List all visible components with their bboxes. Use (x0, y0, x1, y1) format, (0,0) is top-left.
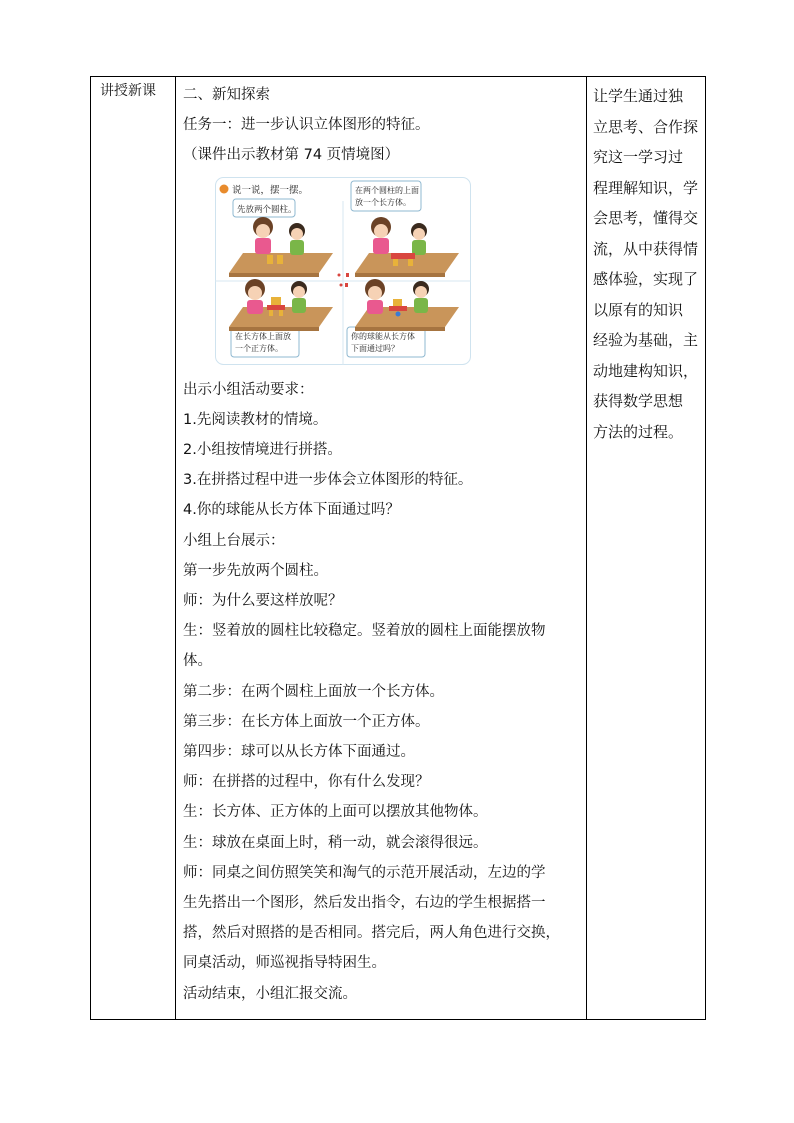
text-line: 搭，然后对照搭的是否相同。搭完后，两人角色进行交换， (183, 925, 560, 942)
intent-line: 程理解知识，学 (593, 178, 699, 197)
text-line: 小组上台展示： (183, 532, 285, 549)
courseware-note: （课件出示教材第 74 页情境图） (183, 147, 400, 164)
text-line: 师：为什么要这样放呢？ (183, 593, 343, 610)
intent-line: 方法的过程。 (593, 422, 684, 441)
intent-line: 究这一学习过 (593, 148, 684, 166)
figure-bubble-2-line: 在两个圆柱的上面 (355, 185, 419, 195)
lesson-plan-table (90, 76, 706, 1020)
figure-bubble-2-line: 放一个长方体。 (355, 197, 411, 207)
text-line: 第二步：在两个圆柱上面放一个长方体。 (183, 683, 444, 700)
text-line: 生先搭出一个图形，然后发出指令，右边的学生根据搭一 (183, 895, 546, 912)
content-cell (176, 77, 587, 1020)
section-heading: 二、新知探索 (183, 87, 270, 103)
intent-line: 经验为基础，主 (593, 331, 699, 349)
text-line: 师：同桌之间仿照笑笑和淘气的示范开展活动，左边的学 (183, 864, 546, 881)
text-line: 生：长方体、正方体的上面可以摆放其他物体。 (183, 804, 488, 821)
figure-bubble-4-line: 下面通过吗？ (351, 343, 399, 353)
text-line: 4.你的球能从长方体下面通过吗？ (183, 502, 400, 519)
intent-line: 让学生通过独 (593, 87, 684, 105)
design-intent-body (587, 77, 705, 447)
intent-line: 流，从中获得情 (593, 239, 699, 258)
figure-bubble-3-line: 在长方体上面放 (235, 331, 291, 341)
table-row (91, 77, 706, 1020)
text-line: 活动结束，小组汇报交流。 (183, 985, 357, 1002)
text-line: 生：竖着放的圆柱比较稳定。竖着放的圆柱上面能摆放物 (183, 623, 546, 640)
text-line: 3.在拼搭过程中进一步体会立体图形的特征。 (183, 472, 473, 489)
intent-line: 会思考，懂得交 (593, 209, 699, 227)
content-body (176, 77, 586, 1019)
task-line: 任务一：进一步认识立体图形的特征。 (183, 117, 430, 134)
intent-line: 获得数学思想 (593, 392, 684, 410)
design-intent-cell (587, 77, 706, 1020)
figure-bubble-1: 先放两个圆柱。 (237, 204, 297, 215)
stage-label: 讲授新课 (100, 83, 156, 99)
text-line: 体。 (183, 653, 212, 670)
intent-line: 动地建构知识， (593, 361, 699, 380)
intent-line: 感体验，实现了 (593, 270, 699, 288)
intent-line: 以原有的知识 (593, 300, 684, 319)
text-line: 2.小组按情境进行拼搭。 (183, 442, 342, 459)
intent-line: 立思考、合作探 (593, 117, 699, 136)
figure-bubble-4-line: 你的球能从长方体 (351, 331, 415, 341)
text-line: 同桌活动，师巡视指导特困生。 (183, 955, 386, 972)
textbook-scene-image (215, 177, 471, 365)
text-line: 第一步先放两个圆柱。 (183, 562, 328, 579)
text-line: 1.先阅读教材的情境。 (183, 411, 328, 428)
stage-cell (91, 77, 176, 1020)
text-line: 师：在拼搭的过程中，你有什么发现？ (183, 774, 430, 791)
figure-bubble-3-line: 一个正方体。 (235, 343, 283, 353)
text-line: 生：球放在桌面上时，稍一动，就会滚得很远。 (183, 834, 488, 851)
text-line: 第三步：在长方体上面放一个正方体。 (183, 713, 430, 730)
figure-prompt: 说一说，摆一摆。 (232, 184, 309, 196)
text-line: 出示小组活动要求： (183, 381, 314, 398)
text-line: 第四步：球可以从长方体下面通过。 (183, 744, 415, 761)
